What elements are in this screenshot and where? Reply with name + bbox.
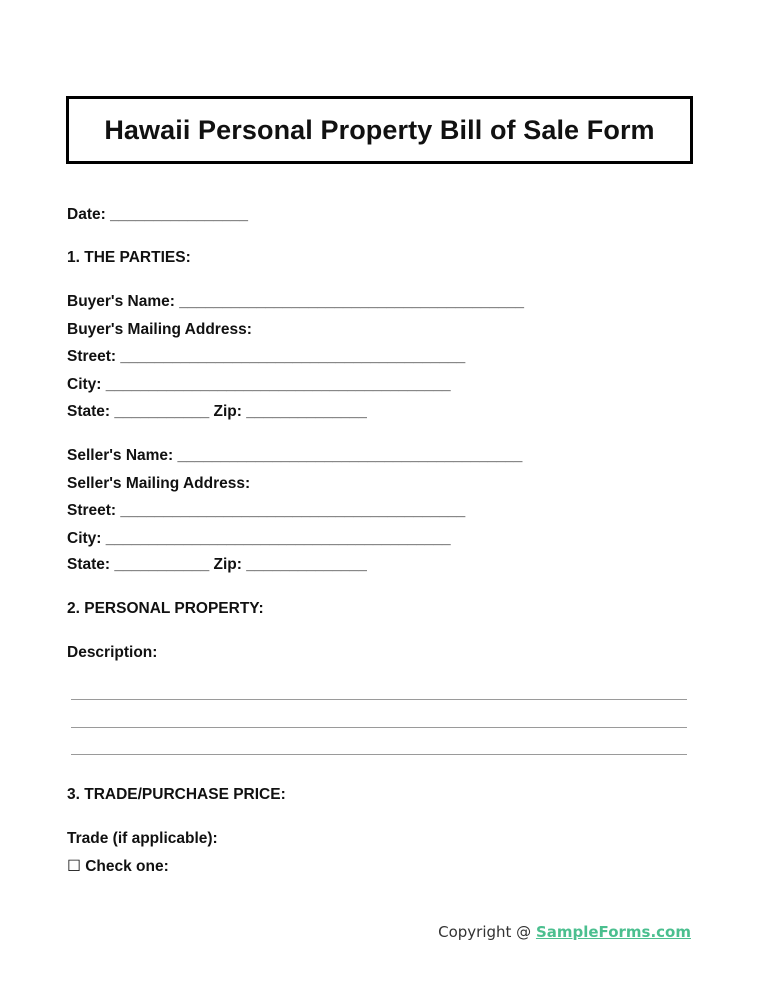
description-line [71, 727, 687, 728]
description-label: Description: [67, 644, 158, 661]
check-one-label: Check one: [85, 858, 169, 875]
description-line [71, 754, 687, 755]
seller-state-zip-field: State: ___________ Zip: ______________ [67, 556, 367, 573]
seller-mailing-label: Seller's Mailing Address: [67, 475, 251, 492]
buyer-mailing-label: Buyer's Mailing Address: [67, 321, 252, 338]
description-line [71, 699, 687, 700]
seller-city-field: City: ________________________________________ [67, 530, 451, 547]
section-heading-price: 3. TRADE/PURCHASE PRICE: [67, 786, 286, 803]
section-heading-property: 2. PERSONAL PROPERTY: [67, 600, 264, 617]
check-one-row [67, 857, 169, 876]
brand-link[interactable]: SampleForms.com [535, 923, 691, 941]
copyright-text: Copyright @ [438, 923, 536, 941]
seller-street-field: Street: ________________________________________ [67, 502, 466, 519]
section-heading-parties: 1. THE PARTIES: [67, 249, 191, 266]
buyer-street-field: Street: ________________________________________ [67, 348, 466, 365]
document-title: Hawaii Personal Property Bill of Sale Form [104, 114, 655, 145]
buyer-name-field: Buyer's Name: ________________________________________ [67, 293, 525, 310]
trade-label: Trade (if applicable): [67, 830, 218, 847]
date-field: Date: ________________ [67, 206, 248, 223]
checkbox-icon[interactable]: ☐ [67, 858, 81, 875]
footer-copyright [438, 923, 691, 941]
title-box [66, 96, 693, 164]
seller-name-field: Seller's Name: ________________________________________ [67, 447, 523, 464]
buyer-city-field: City: ________________________________________ [67, 376, 451, 393]
buyer-state-zip-field: State: ___________ Zip: ______________ [67, 403, 367, 420]
